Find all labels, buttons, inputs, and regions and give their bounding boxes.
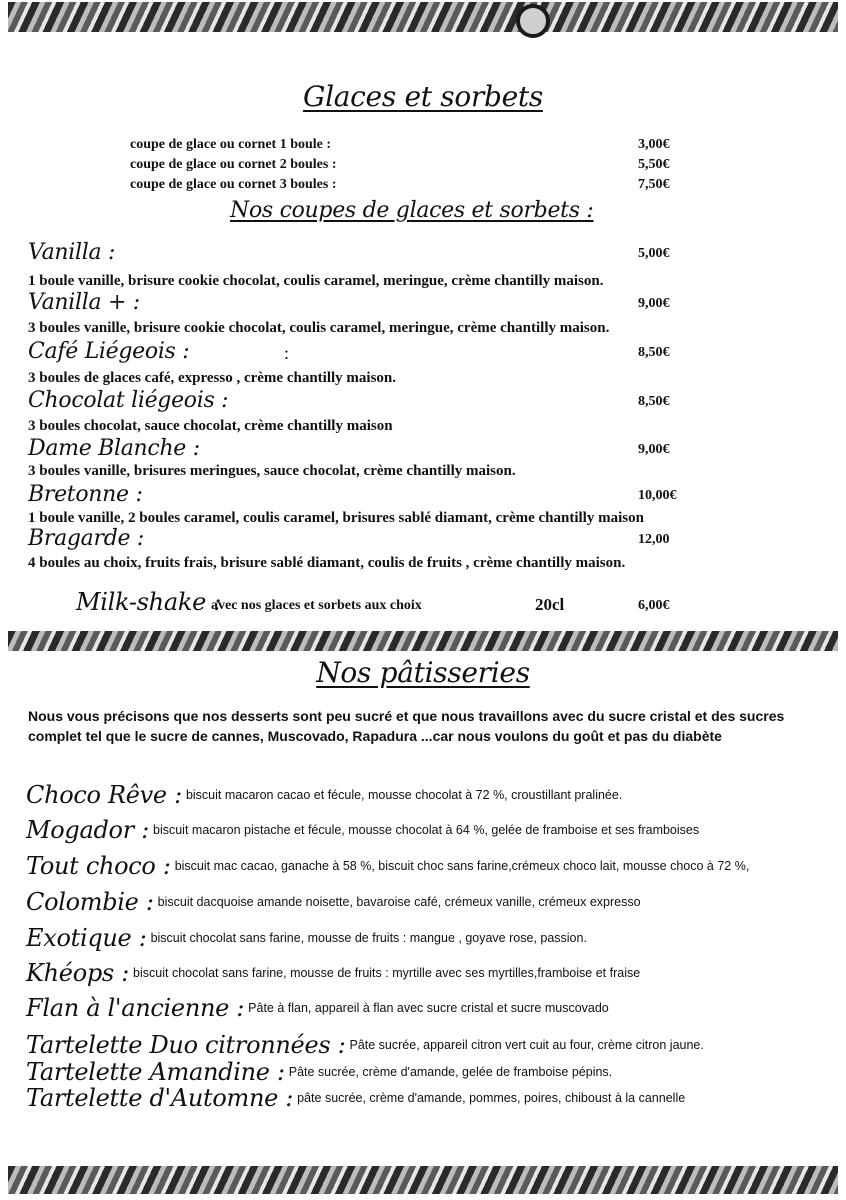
patisserie-name: Khéops : [26, 959, 130, 987]
patisserie-name: Tartelette Duo citronnées : [26, 1031, 346, 1059]
milkshake-name: Milk-shake : [76, 588, 222, 616]
patisserie-item [26, 781, 826, 815]
coupe-price: 9,00€ [638, 442, 670, 457]
patisserie-desc: pâte sucrée, crème d'amande, pommes, poires, chiboust à la cannelle [297, 1091, 686, 1105]
decorative-bottom-band [8, 1166, 838, 1194]
glaces-title: Glaces et sorbets [303, 80, 543, 113]
price-line [130, 137, 690, 157]
coupe-price: 8,50€ [638, 394, 670, 409]
coupe-price: 9,00€ [638, 296, 670, 311]
milkshake-row [76, 588, 716, 620]
coupe-item [28, 388, 728, 414]
coupe-desc: 3 boules vanille, brisures meringues, sauce chocolat, crème chantilly maison. [28, 463, 516, 479]
coupe-item [28, 526, 728, 552]
patisserie-item [26, 924, 826, 958]
patisserie-name: Colombie : [26, 888, 154, 916]
coupe-desc: 4 boules au choix, fruits frais, brisure sablé diamant, coulis de fruits , crème chantilly maison. [28, 555, 626, 571]
patisserie-item [26, 852, 826, 886]
patisserie-item [26, 888, 826, 922]
patisserie-desc: biscuit chocolat sans farine, mousse de fruits : myrtille avec ses myrtilles,framboise et fraise [133, 966, 641, 980]
coffee-cup-icon [516, 4, 550, 38]
patisserie-item [26, 994, 826, 1028]
patisseries-intro: Nous vous précisons que nos desserts sont peu sucré et que nous travaillons avec du sucre cristal et des sucres complet tel que le sucre de cannes, Muscovado, Rapadura ...car nous voulons du goût et pas du diabète [28, 708, 785, 744]
coupe-name: Chocolat liégeois : [28, 388, 229, 413]
patisserie-desc: biscuit macaron pistache et fécule, mousse chocolat à 64 %, gelée de framboise et ses framboises [153, 823, 700, 837]
patisserie-desc: Pâte sucrée, crème d'amande, gelée de framboise pépins. [288, 1065, 613, 1079]
price-value: 7,50€ [638, 177, 670, 192]
price-line [130, 157, 690, 177]
coupe-name: Dame Blanche : [28, 436, 200, 461]
coupe-item [28, 240, 728, 266]
milkshake-desc: avec nos glaces et sorbets aux choix [211, 598, 422, 613]
coupe-price: 8,50€ [638, 345, 670, 360]
patisserie-name: Mogador : [26, 816, 149, 844]
patisserie-name: Tartelette Amandine : [26, 1058, 285, 1086]
price-line [130, 177, 690, 197]
price-label: coupe de glace ou cornet 2 boules : [130, 157, 337, 172]
patisserie-item [26, 959, 826, 993]
decorative-top-band [8, 2, 838, 32]
coupe-desc: 1 boule vanille, 2 boules caramel, coulis caramel, brisures sablé diamant, crème chantilly maison [28, 510, 644, 526]
patisserie-name: Flan à l'ancienne : [26, 994, 245, 1022]
coupe-name: Bragarde : [28, 526, 145, 551]
coupe-item [28, 290, 728, 316]
price-value: 3,00€ [638, 137, 670, 152]
coupe-item [28, 482, 728, 508]
coupe-name: Vanilla + : [28, 290, 140, 315]
coupe-desc: 3 boules de glaces café, expresso , crème chantilly maison. [28, 370, 397, 386]
coupe-price: 5,00€ [638, 246, 670, 261]
coupe-price: 12,00 [638, 532, 670, 547]
patisserie-name: Exotique : [26, 924, 147, 952]
coupe-price: 10,00€ [638, 488, 677, 503]
coupe-name: Bretonne : [28, 482, 143, 507]
price-label: coupe de glace ou cornet 1 boule : [130, 137, 332, 152]
patisserie-desc: biscuit chocolat sans farine, mousse de fruits : mangue , goyave rose, passion. [150, 931, 587, 945]
patisserie-item [26, 1084, 826, 1118]
milkshake-price: 6,00€ [638, 598, 670, 613]
coupe-desc: 3 boules chocolat, sauce chocolat, crème chantilly maison [28, 418, 393, 434]
patisserie-desc: biscuit macaron cacao et fécule, mousse chocolat à 72 %, croustillant pralinée. [185, 788, 623, 802]
decorative-middle-band [8, 631, 838, 651]
coupe-desc: 3 boules vanille, brisure cookie chocolat, coulis caramel, meringue, crème chantilly maison. [28, 320, 610, 336]
patisserie-name: Tartelette d'Automne : [26, 1084, 294, 1112]
patisserie-name: Choco Rêve : [26, 781, 182, 809]
coupe-extra: : [284, 343, 290, 363]
patisserie-desc: biscuit mac cacao, ganache à 58 %, biscuit choc sans farine,crémeux choco lait, mousse choco à 72 %, [174, 859, 750, 873]
price-label: coupe de glace ou cornet 3 boules : [130, 177, 337, 192]
milkshake-volume: 20cl [535, 595, 565, 614]
coupe-item [28, 339, 728, 365]
coupes-title: Nos coupes de glaces et sorbets : [230, 198, 594, 223]
patisserie-item [26, 816, 826, 850]
patisserie-name: Tout choco : [26, 852, 171, 880]
price-value: 5,50€ [638, 157, 670, 172]
patisserie-desc: Pâte sucrée, appareil citron vert cuit au four, crème citron jaune. [349, 1038, 704, 1052]
coupe-name: Vanilla : [28, 240, 116, 265]
coupe-item [28, 436, 728, 462]
patisserie-desc: biscuit dacquoise amande noisette, bavaroise café, crémeux vanille, crémeux expresso [157, 895, 641, 909]
patisseries-title: Nos pâtisseries [316, 656, 530, 689]
patisserie-desc: Pâte à flan, appareil à flan avec sucre cristal et sucre muscovado [248, 1001, 609, 1015]
coupe-desc: 1 boule vanille, brisure cookie chocolat, coulis caramel, meringue, crème chantilly maison. [28, 273, 604, 289]
coupe-name: Café Liégeois : [28, 339, 190, 364]
